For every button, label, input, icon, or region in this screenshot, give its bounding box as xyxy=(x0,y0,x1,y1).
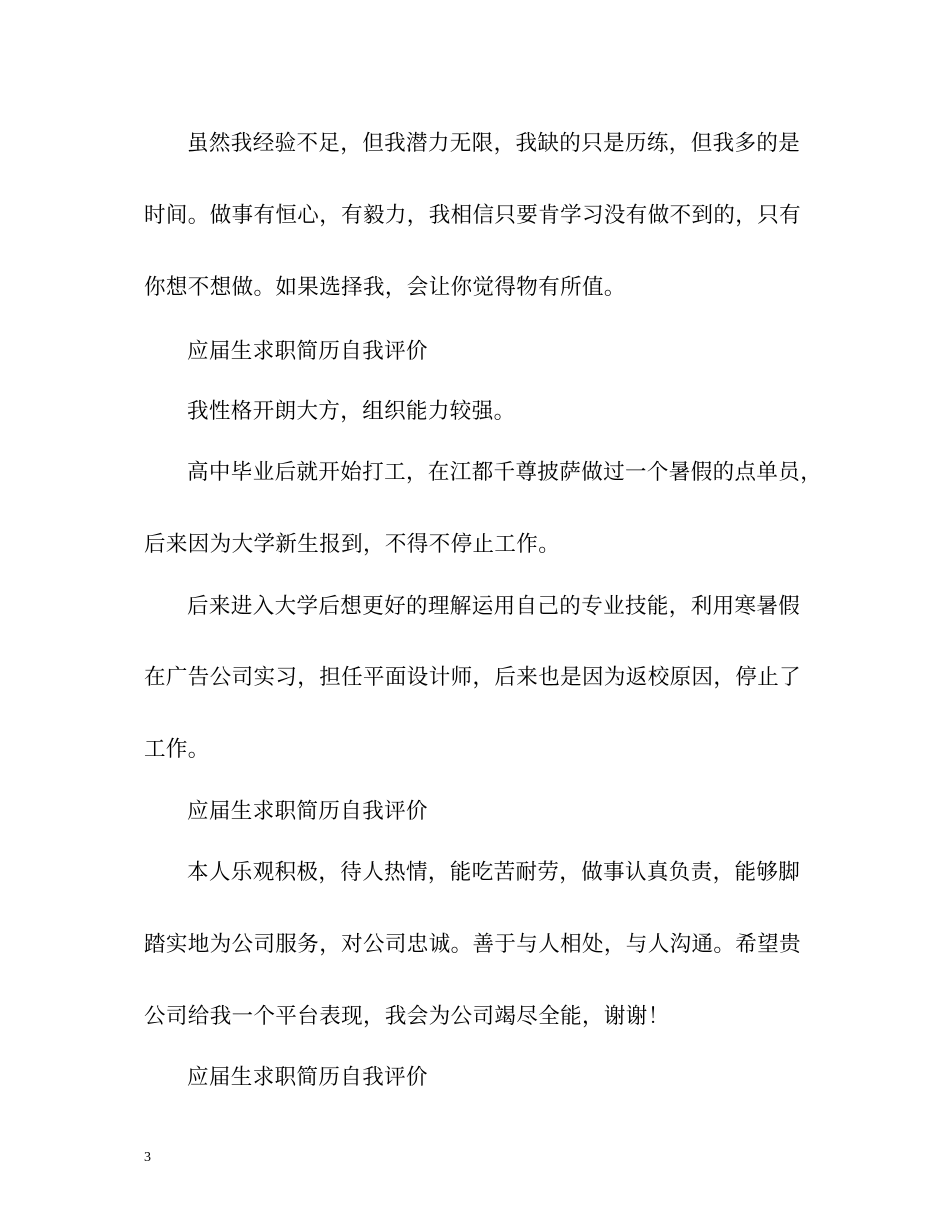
paragraph-line: 公司给我一个平台表现，我会为公司竭尽全能，谢谢！ xyxy=(144,1004,670,1029)
paragraph-line: 踏实地为公司服务，对公司忠诚。善于与人相处，与人沟通。希望贵 xyxy=(144,932,802,957)
paragraph-line: 高中毕业后就开始打工，在江都千尊披萨做过一个暑假的点单员， xyxy=(187,460,823,485)
paragraph-line: 虽然我经验不足，但我潜力无限，我缺的只是历练，但我多的是 xyxy=(187,131,801,156)
paragraph-line: 在广告公司实习，担任平面设计师，后来也是因为返校原因，停止了 xyxy=(144,665,802,690)
paragraph-line: 时间。做事有恒心，有毅力，我相信只要肯学习没有做不到的，只有 xyxy=(144,203,802,228)
paragraph-line: 你想不想做。如果选择我，会让你觉得物有所值。 xyxy=(144,275,626,300)
paragraph-line: 工作。 xyxy=(144,737,210,762)
section-heading: 应届生求职简历自我评价 xyxy=(187,799,428,824)
paragraph-line: 后来因为大学新生报到，不得不停止工作。 xyxy=(144,532,561,557)
page-number: 3 xyxy=(144,1150,151,1165)
paragraph-line: 后来进入大学后想更好的理解运用自己的专业技能，利用寒暑假 xyxy=(187,594,801,619)
paragraph-line: 本人乐观积极，待人热情，能吃苦耐劳，做事认真负责，能够脚 xyxy=(187,860,801,885)
section-heading: 应届生求职简历自我评价 xyxy=(187,1065,428,1090)
paragraph-line: 我性格开朗大方，组织能力较强。 xyxy=(187,399,516,424)
section-heading: 应届生求职简历自我评价 xyxy=(187,339,428,364)
